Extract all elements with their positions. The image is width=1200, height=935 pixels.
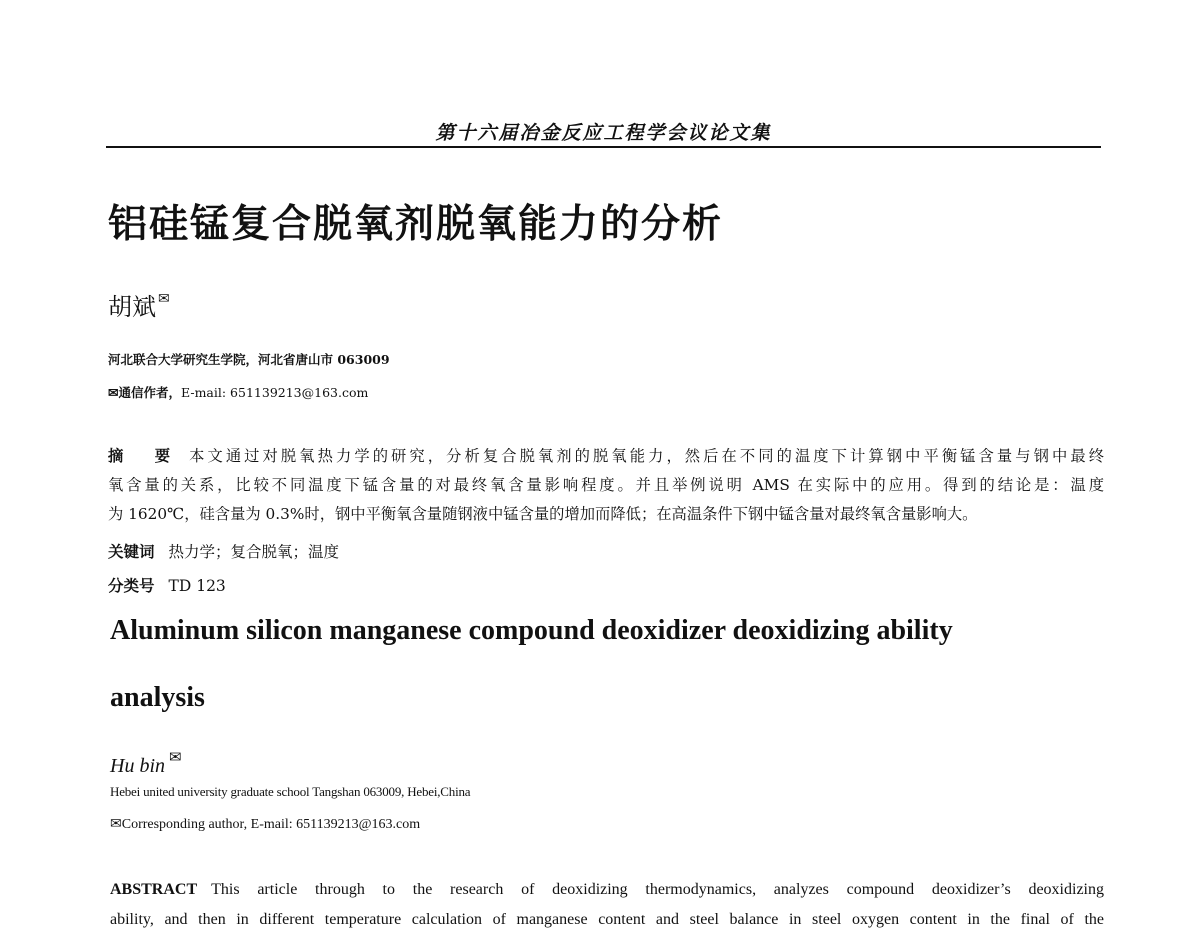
header-rule — [106, 146, 1101, 148]
english-author: Hu bin — [110, 755, 165, 777]
chinese-keywords-label: 关键词 — [108, 542, 155, 561]
chinese-keywords — [108, 540, 339, 562]
chinese-abstract-line-3: 为 1620℃，硅含量为 0.3%时，钢中平衡氧含量随钢液中锰含量的增加而降低；在高温条件下钢中锰含量对最终氧含量影响大。 — [108, 505, 978, 523]
english-abstract-line-2: ability, and then in different temperature calculation of manganese content and steel balance in steel oxygen content in the final of the — [110, 911, 1104, 928]
chinese-title: 铝硅锰复合脱氧剂脱氧能力的分析 — [108, 202, 724, 247]
english-corresponding: ✉Corresponding author, E-mail: 651139213@163.com — [110, 817, 421, 832]
english-abstract-label: ABSTRACT — [110, 881, 198, 898]
chinese-classification-value: TD 123 — [168, 577, 226, 595]
chinese-corresponding — [108, 383, 368, 401]
chinese-corresponding-label: ✉通信作者， — [108, 385, 181, 400]
chinese-author-line — [108, 287, 170, 322]
chinese-abstract — [108, 442, 1104, 529]
chinese-author: 胡斌 — [108, 293, 156, 321]
english-affiliation: Hebei united university graduate school Tangshan 063009, Hebei,China — [110, 784, 471, 799]
chinese-abstract-label: 摘 要 — [108, 447, 184, 465]
chinese-abstract-line-2: 氧含量的关系，比较不同温度下锰含量的对最终氧含量影响程度。并且举例说明 AMS 在实际中的应用。得到的结论是：温度 — [108, 476, 1104, 494]
english-abstract — [110, 875, 1104, 935]
english-abstract-text-1: This article through to the research of deoxidizing thermodynamics, analyzes compound deoxidizer’s deoxidizing — [211, 881, 1104, 898]
english-author-line — [110, 748, 182, 778]
chinese-affiliation: 河北联合大学研究生学院，河北省唐山市 063009 — [108, 352, 390, 367]
running-head: 第十六届冶金反应工程学会议论文集 — [435, 122, 772, 144]
chinese-abstract-text-1: 本文通过对脱氧热力学的研究，分析复合脱氧剂的脱氧能力，然后在不同的温度下计算钢中平衡锰含量与钢中最终 — [189, 447, 1104, 465]
envelope-icon: ✉ — [158, 291, 170, 307]
english-title-line-1: Aluminum silicon manganese compound deoxidizer deoxidizing ability — [110, 615, 953, 646]
english-title-line-2: analysis — [110, 682, 205, 713]
chinese-abstract-line-1 — [108, 442, 1104, 471]
english-abstract-line-1 — [110, 875, 1104, 905]
chinese-classification-label: 分类号 — [108, 576, 155, 595]
chinese-corresponding-email: E-mail: 651139213@163.com — [180, 385, 369, 400]
chinese-classification — [108, 574, 226, 596]
envelope-icon: ✉ — [169, 750, 182, 766]
chinese-keywords-value: 热力学；复合脱氧；温度 — [168, 543, 340, 561]
